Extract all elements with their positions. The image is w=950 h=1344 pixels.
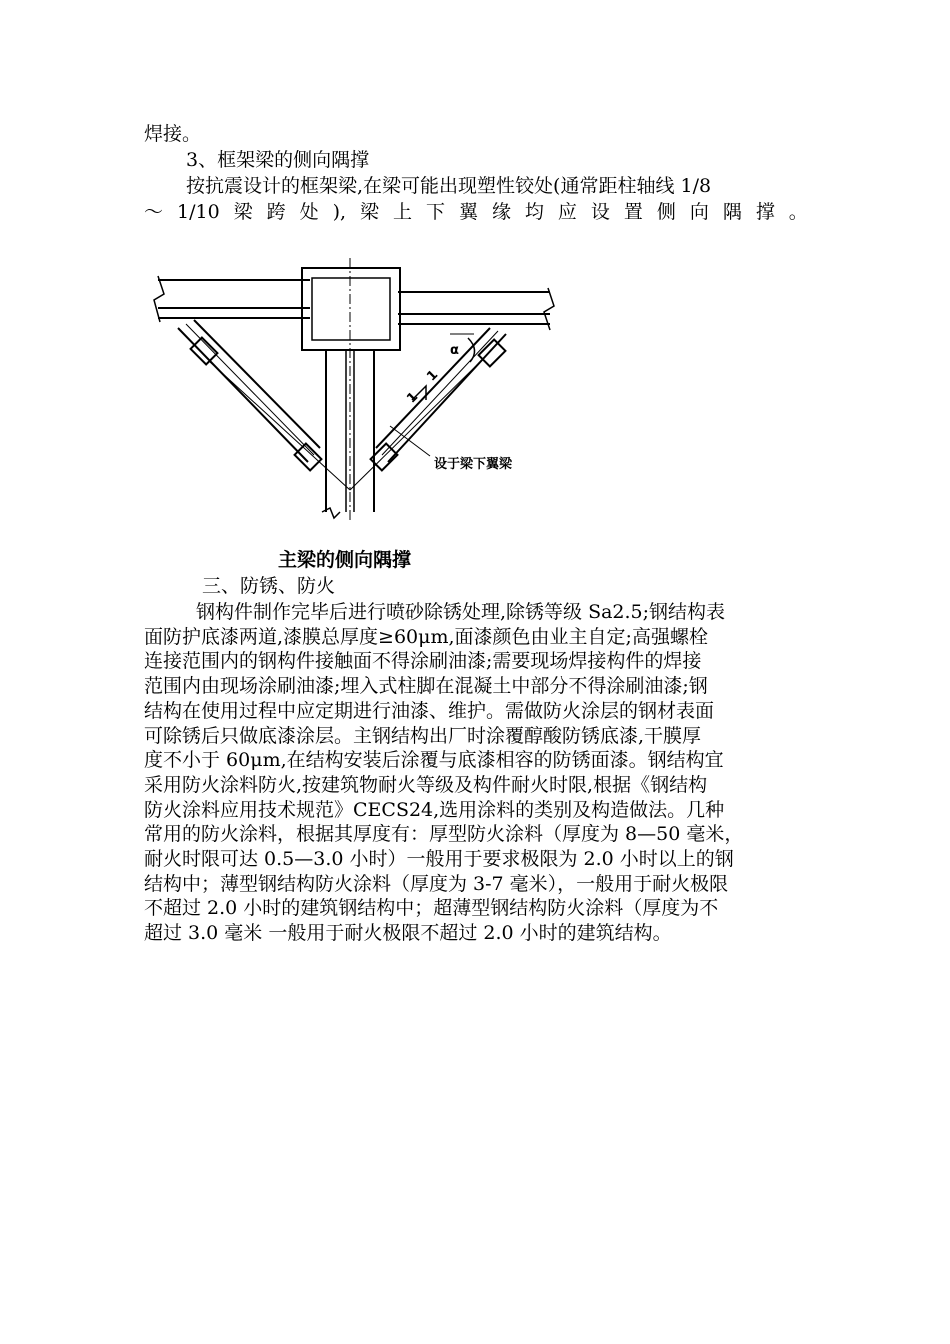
text-fragment: 侧 [656,201,676,223]
paragraph-line: 面防护底漆两道,漆膜总厚度≥60μm,面漆颜色由业主自定;高强螺栓 [144,625,708,648]
figure-caption: 主梁的侧向隅撑 [278,549,412,571]
angle-alpha-label: α [450,343,459,358]
text-fragment: 设 [590,201,610,223]
text-fragment: 隅 [722,201,742,223]
text-fragment: ), [332,201,347,223]
text-fragment: 撑 [755,201,775,223]
slope-label-1a: 1 [404,389,422,407]
text-fragment: 上 [392,201,412,223]
brace-note-label: 设于梁下翼梁 [434,457,513,472]
paragraph-line: 防火涂料应用技术规范》CECS24,选用涂料的类别及构造做法。几种 [144,798,725,821]
text-fragment: 跨 [266,201,286,223]
text-line-welding: 焊接。 [144,123,202,145]
paragraph-line: 常用的防火涂料，根据其厚度有：厚型防火涂料（厚度为 8—50 毫米， [144,823,744,846]
paragraph-line: 超过 3.0 毫米 一般用于耐火极限不超过 2.0 小时的建筑结构。 [144,922,672,945]
paragraph-line: 耐火时限可达 0.5—3.0 小时）一般用于要求极限为 2.0 小时以上的钢 [144,848,734,870]
paragraph-line: 钢构件制作完毕后进行喷砂除锈处理,除锈等级 Sa2.5;钢结构表 [196,601,726,623]
text-fragment: 翼 [458,201,478,223]
text-fragment: 1/10 [176,201,220,223]
text-fragment: 置 [623,201,643,223]
text-fragment: 应 [557,201,577,223]
paragraph-line: 连接范围内的钢构件接触面不得涂刷油漆;需要现场焊接构件的焊接 [144,650,702,673]
text-line-seismic: 按抗震设计的框架梁,在梁可能出现塑性铰处(通常距柱轴线 1/8 [186,175,712,197]
text-fragment: ～ [144,201,164,223]
paragraph-line: 可除锈后只做底漆涂层。主钢结构出厂时涂覆醇酸防锈底漆,干膜厚 [144,724,702,747]
text-fragment: 均 [524,201,544,223]
text-fragment: 处 [299,201,319,223]
text-fragment: 向 [689,201,709,223]
text-fragment: 梁 [233,201,253,223]
paragraph-line: 不超过 2.0 小时的建筑钢结构中；超薄型钢结构防火涂料（厚度为不 [144,897,719,920]
paragraph-line: 结构在使用过程中应定期进行油漆、维护。需做防火涂层的钢材表面 [144,699,715,722]
lateral-brace-figure [150,250,580,530]
text-fragment: 。 [788,201,808,223]
text-fragment: 下 [425,201,445,223]
paragraph-line: 度不小于 60μm,在结构安装后涂覆与底漆相容的防锈面漆。钢结构宜 [144,749,724,772]
slope-label-1b: 1 [424,367,442,385]
paragraph-line: 范围内由现场涂刷油漆;埋入式柱脚在混凝土中部分不得涂刷油漆;钢 [144,675,708,698]
text-fragment: 梁 [360,201,380,223]
paragraph-line: 结构中；薄型钢结构防火涂料（厚度为 3-7 毫米），一般用于耐火极限 [144,872,729,895]
text-line-beam-span [144,200,808,224]
text-fragment: 缘 [491,201,511,223]
paragraph-line: 采用防火涂料防火,按建筑物耐火等级及构件耐火时限,根据《钢结构 [144,773,708,796]
lateral-brace-drawing [150,250,580,530]
section-heading-anticorrosion: 三、防锈、防火 [202,575,336,597]
subheading-lateral-brace: 3、框架梁的侧向隅撑 [186,149,370,171]
